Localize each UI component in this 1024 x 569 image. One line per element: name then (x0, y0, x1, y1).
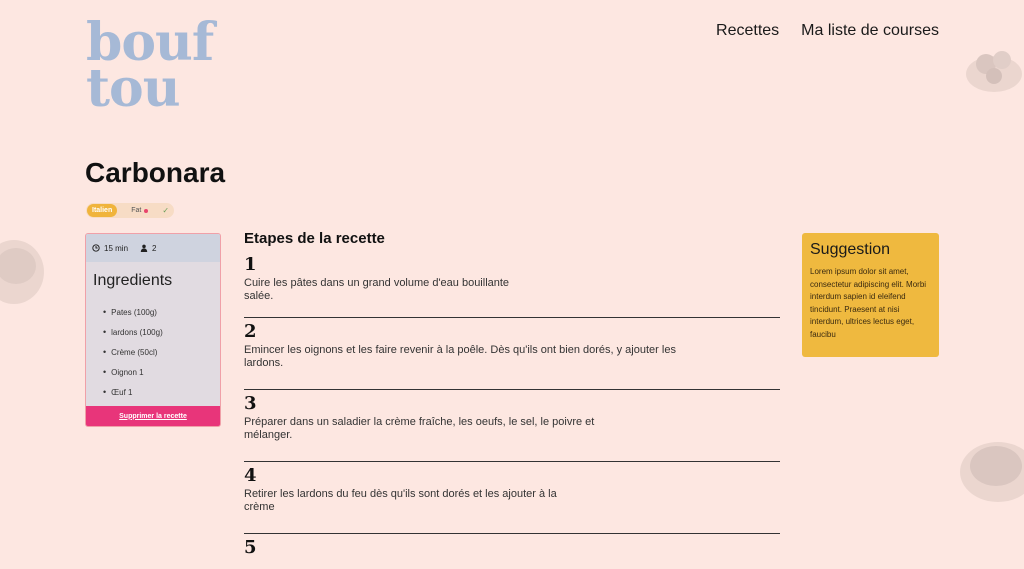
person-icon (140, 244, 148, 252)
clock-icon (92, 244, 100, 252)
logo-line-1: bouf (86, 12, 214, 73)
cuisine-tag: Italien (87, 204, 117, 217)
servings-value: 2 (152, 243, 157, 253)
step-item (244, 318, 780, 390)
prep-time-value: 15 min (104, 243, 129, 253)
step-text: Cuire les pâtes dans un grand volume d'eau bouillante salée. (244, 277, 510, 302)
recipe-steps (244, 230, 780, 569)
suggestion-text: Lorem ipsum dolor sit amet, consectetur adipiscing elit. Morbi interdum sapien id eleifend tincidunt. Praesent at nisi interdum, ultrices lectus eget, faucibu (810, 267, 927, 339)
food-illustration-top-right (964, 38, 1024, 100)
logo[interactable] (86, 12, 214, 119)
step-number: 3 (244, 393, 257, 414)
recipe-card (85, 233, 221, 427)
step-number: 4 (244, 465, 257, 486)
ingredient-item: • lardons (100g) (103, 322, 220, 342)
ingredient-item: • Oignon 1 (103, 362, 220, 382)
ingredients-list (86, 302, 220, 402)
step-item (244, 255, 780, 318)
logo-line-2: tou (86, 58, 180, 119)
food-illustration-left (0, 236, 44, 308)
fat-tag-label: Fat (131, 207, 142, 214)
ingredient-item: • Pates (100g) (103, 302, 220, 322)
step-text: Retirer les lardons du feu dès qu'ils sont dorés et les ajouter à la crème (244, 488, 557, 513)
nav-shopping-list-link[interactable]: Ma liste de courses (801, 22, 939, 39)
ingredient-item: • Crème (50cl) (103, 342, 220, 362)
fat-indicator-dot (144, 209, 148, 213)
step-text: Emincer les oignons et les faire revenir à la poêle. Dès qu'ils ont bien dorés, y ajouter les lardons. (244, 344, 676, 369)
step-item (244, 534, 780, 569)
food-illustration-bottom-right (958, 432, 1024, 506)
main-nav (716, 22, 939, 40)
step-number: 1 (244, 254, 257, 275)
steps-title: Etapes de la recette (244, 230, 385, 247)
recipe-meta (86, 234, 220, 262)
fat-tag (131, 207, 148, 214)
page-title: Carbonara (85, 157, 226, 188)
ingredient-item: • Œuf 1 (103, 382, 220, 402)
nav-recipes-link[interactable]: Recettes (716, 22, 780, 39)
step-number: 2 (244, 321, 257, 342)
suggestion-title: Suggestion (810, 241, 891, 258)
delete-recipe-button[interactable]: Supprimer la recette (86, 406, 220, 426)
check-icon: ✓ (162, 206, 170, 215)
recipe-tags (86, 203, 174, 218)
suggestion-box (802, 233, 939, 357)
step-number: 5 (244, 537, 257, 558)
prep-time (92, 244, 128, 253)
step-item (244, 390, 780, 462)
ingredients-title: Ingredients (93, 272, 173, 289)
step-item (244, 462, 780, 534)
step-text: Préparer dans un saladier la crème fraîche, les oeufs, le sel, le poivre et mélanger. (244, 416, 595, 441)
servings (140, 244, 156, 253)
